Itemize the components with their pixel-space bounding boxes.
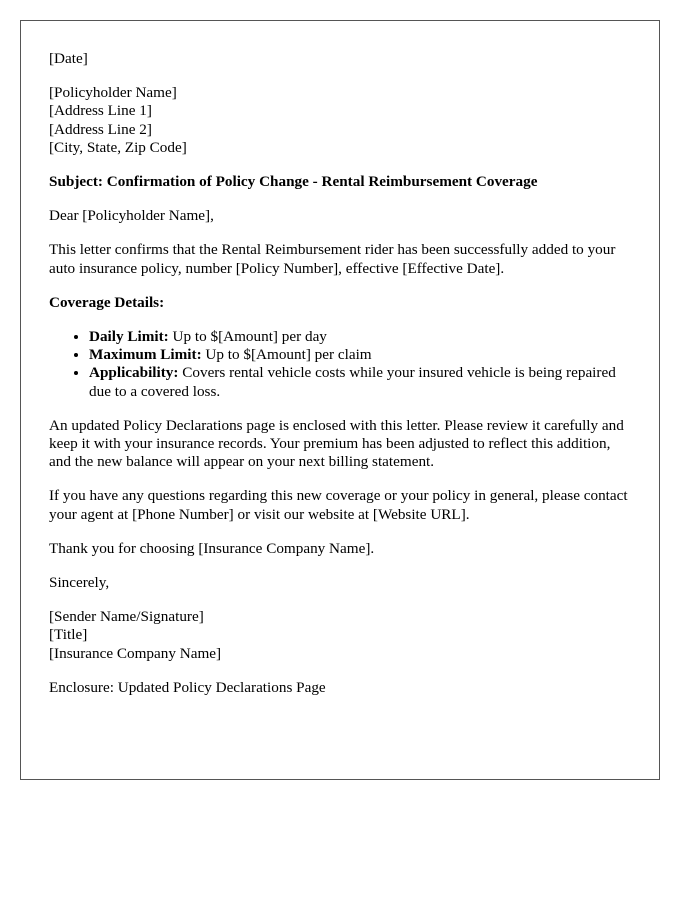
intro-paragraph: This letter confirms that the Rental Reimbursement rider has been successfully added to your auto insurance policy, number [Policy Number], effective [Effective Date]. [49, 241, 616, 277]
thanks-line: Thank you for choosing [Insurance Company Name]. [49, 539, 375, 557]
recipient-address [49, 84, 631, 157]
recipient-address-line-1: [Address Line 1] [49, 102, 152, 120]
letter-page [20, 20, 660, 780]
letter-date: [Date] [49, 50, 88, 67]
coverage-item-text: Up to $[Amount] per day [168, 328, 327, 346]
coverage-item-text: Covers rental vehicle costs while your insured vehicle is being repaired due to a covered loss. [89, 364, 616, 400]
salutation: Dear [Policyholder Name], [49, 207, 214, 225]
coverage-item-applicability [89, 364, 631, 400]
recipient-address-line-2: [Address Line 2] [49, 120, 152, 138]
coverage-details-heading: Coverage Details: [49, 293, 165, 311]
closing-line: Sincerely, [49, 574, 110, 592]
sender-company: [Insurance Company Name] [49, 644, 222, 662]
recipient-city-state-zip: [City, State, Zip Code] [49, 138, 187, 156]
recipient-name: [Policyholder Name] [49, 84, 177, 102]
declarations-paragraph: An updated Policy Declarations page is enclosed with this letter. Please review it carefully and keep it with your insurance records. Your premium has been adjusted to reflect this addition, and the new balance will appear on your next billing statement. [49, 416, 624, 471]
coverage-item-label: Daily Limit: [89, 328, 169, 346]
coverage-item-label: Maximum Limit: [89, 346, 202, 364]
questions-paragraph: If you have any questions regarding this new coverage or your policy in general, please contact your agent at [Phone Number] or visit our website at [Website URL]. [49, 487, 628, 523]
coverage-item-text: Up to $[Amount] per claim [201, 346, 372, 364]
letter-subject: Subject: Confirmation of Policy Change - Rental Reimbursement Coverage [49, 173, 538, 191]
sender-name: [Sender Name/Signature] [49, 608, 204, 626]
enclosure-line: Enclosure: Updated Policy Declarations Page [49, 678, 326, 696]
sender-title: [Title] [49, 626, 88, 644]
coverage-item-maximum-limit [89, 346, 631, 364]
coverage-item-label: Applicability: [89, 364, 179, 382]
sender-block [49, 608, 631, 663]
coverage-details-list [49, 328, 631, 401]
coverage-item-daily-limit [89, 328, 631, 346]
